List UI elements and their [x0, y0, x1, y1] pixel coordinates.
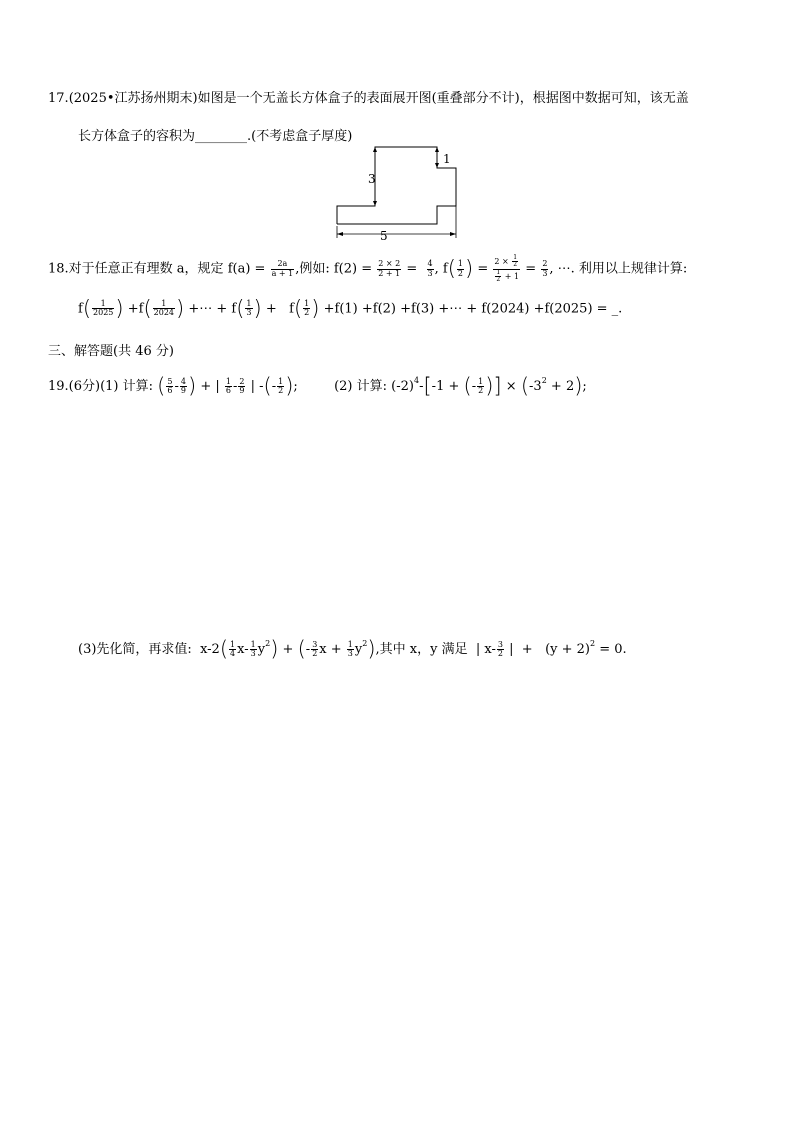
q17-source: (2025•江苏扬州期末) [68, 91, 198, 106]
figure-label-5: 5 [380, 229, 388, 242]
frac-1-3: $\frac{1}{3}$ [246, 299, 252, 318]
q19-line1: 19.(6分)(1) 计算: ( $\frac{5}{6}$ - $\frac{4}{9}$ ) + | $\frac{1}{6}$ - $\frac{2}{9}$ | -(- $\frac{1}{2}$ ); (2) 计算: $(-2)^4-[-1$ + (- $\frac{1}{2}$ )] × $(-3^2 + 2)$; [48, 374, 587, 399]
ex2-result: $\frac{2}{3}$ [542, 259, 548, 278]
q18-suffix: , ⋯. 利用以上规律计算: [549, 261, 688, 277]
q18-prefix: 18.对于任意正有理数 a，规定 f(a) = [48, 261, 266, 277]
q17-text1: 如图是一个无盖长方体盒子的表面展开图(重叠部分不计)，根据图中数据可知，该无盖 [197, 91, 689, 106]
q17-line2 [78, 130, 352, 143]
ex1-result: $\frac{4}{3}$ [427, 259, 433, 278]
q19-prefix: 19.(6分)(1) 计算: [48, 379, 154, 394]
figure-label-1: 1 [443, 152, 451, 166]
q17-text3: .(不考虑盒子厚度) [247, 129, 353, 144]
q17-number: 17. [48, 91, 69, 106]
ex1-fraction: $\frac{2 \times 2}{2 + 1}$ [378, 259, 401, 278]
q19-part3: (3)先化简，再求值: x-2( $\frac{1}{4}$ x- $\frac{1}{3}$ $y^2$) + (- $\frac{3}{2}$ x + $\frac{1}{3}$ $y^2$),其中 x，y 满足 | x- $\frac{3}{2}$ | + $(y + 2)^2 = 0$. [78, 637, 627, 662]
q17-blank: ________ [195, 129, 248, 144]
frac-1-2: $\frac{1}{2}$ [304, 299, 310, 318]
def-fraction: $\frac{2a}{a + 1}$ [271, 259, 294, 278]
q18-tail: +f(1) +f(2) +f(3) +⋯ + f(2024) +f(2025) = _. [323, 301, 623, 317]
q17-line1 [48, 92, 689, 105]
q18-line1: 18.对于任意正有理数 a，规定 f(a) = $\frac{2a}{a + 1}$ ,例如: f(2) = $\frac{2 \times 2}{2 + 1}$ = $\frac{4}{3}$ , f( $\frac{1}{2}$ ) = 2 × $\frac{1}{2}$ $\frac{1}{2}$ + 1 = $\frac{2}{3}$ , ⋯. 利用以上规律计算: [48, 254, 688, 283]
q18-example-label: ,例如: f(2) = [295, 261, 373, 277]
box-net-figure [330, 142, 465, 242]
section3-title: 三、解答题(共 46 分) [48, 344, 174, 359]
q17-text2: 长方体盒子的容积为 [78, 129, 196, 144]
q19-part2-label: (2) 计算: [334, 379, 388, 394]
frac-1-2024: $\frac{1}{2024}$ [153, 299, 174, 318]
q19-part3-label: (3)先化简，再求值: [78, 642, 192, 657]
half-fraction: $\frac{1}{2}$ [457, 259, 464, 278]
figure-label-3: 3 [368, 172, 376, 186]
frac-1-2025: $\frac{1}{2025}$ [93, 299, 114, 318]
q18-line2: f( $\frac{1}{2025}$ ) +f( $\frac{1}{2024}$ ) +⋯ + f( $\frac{1}{3}$ ) + f( $\frac{1}{2}$ ) +f(1) +f(2) +f(3) +⋯ + f(2024) +f(2025) = _. [78, 296, 623, 321]
ex2-fraction: 2 × $\frac{1}{2}$ $\frac{1}{2}$ + 1 [494, 254, 520, 283]
